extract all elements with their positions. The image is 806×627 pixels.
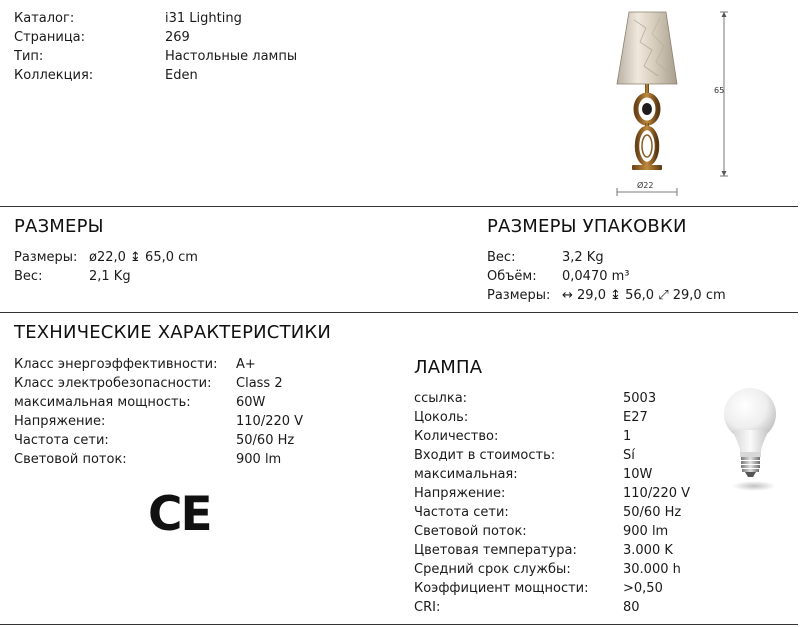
- lamp-row-label: максимальная:: [414, 467, 518, 482]
- tech-row-value: 110/220 V: [236, 414, 304, 429]
- lamp-row-value: 900 lm: [623, 524, 669, 539]
- catalog-row-value: Настольные лампы: [165, 49, 298, 64]
- lamp-row-value: 10W: [623, 467, 653, 482]
- lamp-row-value: 80: [623, 600, 640, 615]
- lamp-row-label: Частота сети:: [414, 505, 509, 520]
- height-label: 65: [714, 86, 725, 95]
- tech-row-label: Класс электробезопасности:: [14, 376, 212, 391]
- package-row-value: 3,2 Kg: [562, 250, 604, 265]
- tech-row-value: A+: [236, 357, 256, 372]
- lamp-row-label: Коэффициент мощности:: [414, 581, 589, 596]
- catalog-row-label: Каталог:: [14, 11, 75, 26]
- lamp-row-label: CRI:: [414, 600, 441, 615]
- package-row-value: ↔ 29,0 ↨ 56,0 ⤢ 29,0 cm: [562, 288, 726, 303]
- lamp-row-value: Sí: [623, 448, 635, 463]
- tech-row-label: максимальная мощность:: [14, 395, 191, 410]
- catalog-row-value: Eden: [165, 68, 198, 83]
- tech-row-label: Частота сети:: [14, 433, 109, 448]
- tech-row-value: 900 lm: [236, 452, 282, 467]
- catalog-row-value: i31 Lighting: [165, 11, 242, 26]
- lamp-row-label: Цветовая температура:: [414, 543, 577, 558]
- dimensions-row-value: 2,1 Kg: [89, 269, 131, 284]
- divider: [0, 312, 798, 313]
- lamp-title: ЛАМПА: [414, 357, 483, 378]
- dimensions-title: РАЗМЕРЫ: [14, 216, 104, 237]
- lamp-row-label: Световой поток:: [414, 524, 527, 539]
- lamp-row-value: >0,50: [623, 581, 663, 596]
- lamp-row-value: E27: [623, 410, 648, 425]
- diameter-label: Ø22: [637, 181, 654, 190]
- lamp-row-value: 50/60 Hz: [623, 505, 682, 520]
- bulb-icon: [718, 384, 788, 494]
- tech-row-value: 60W: [236, 395, 266, 410]
- catalog-row-label: Коллекция:: [14, 68, 94, 83]
- divider: [0, 624, 798, 625]
- lamp-row-value: 5003: [623, 391, 657, 406]
- lamp-row-value: 110/220 V: [623, 486, 691, 501]
- catalog-row-label: Тип:: [14, 49, 44, 64]
- tech-row-label: Напряжение:: [14, 414, 106, 429]
- lamp-row-label: Количество:: [414, 429, 499, 444]
- package-row-label: Объём:: [487, 269, 537, 284]
- tech-row-label: Класс энергоэффективности:: [14, 357, 218, 372]
- ce-mark: CE: [148, 487, 211, 542]
- package-title: РАЗМЕРЫ УПАКОВКИ: [487, 216, 687, 237]
- lamp-row-label: Напряжение:: [414, 486, 506, 501]
- lamp-row-value: 30.000 h: [623, 562, 681, 577]
- package-row-label: Размеры:: [487, 288, 551, 303]
- lamp-row-label: Цоколь:: [414, 410, 469, 425]
- product-drawing: [600, 6, 740, 196]
- package-row-value: 0,0470 m³: [562, 269, 630, 284]
- dimensions-row-value: ø22,0 ↨ 65,0 cm: [89, 250, 198, 265]
- lamp-row-label: Средний срок службы:: [414, 562, 571, 577]
- dimensions-row-label: Вес:: [14, 269, 43, 284]
- dimensions-row-label: Размеры:: [14, 250, 78, 265]
- divider: [0, 206, 798, 207]
- lamp-base: [632, 84, 662, 170]
- tech-row-value: 50/60 Hz: [236, 433, 295, 448]
- lamp-row-value: 1: [623, 429, 632, 444]
- lamp-row-label: Входит в стоимость:: [414, 448, 556, 463]
- tech-row-label: Световой поток:: [14, 452, 127, 467]
- lamp-row-value: 3.000 K: [623, 543, 673, 558]
- catalog-row-value: 269: [165, 30, 190, 45]
- catalog-row-label: Страница:: [14, 30, 86, 45]
- package-row-label: Вес:: [487, 250, 516, 265]
- lamp-row-label: ссылка:: [414, 391, 468, 406]
- tech-row-value: Class 2: [236, 376, 283, 391]
- tech-title: ТЕХНИЧЕСКИЕ ХАРАКТЕРИСТИКИ: [14, 322, 332, 343]
- lamp-shade: [617, 12, 677, 84]
